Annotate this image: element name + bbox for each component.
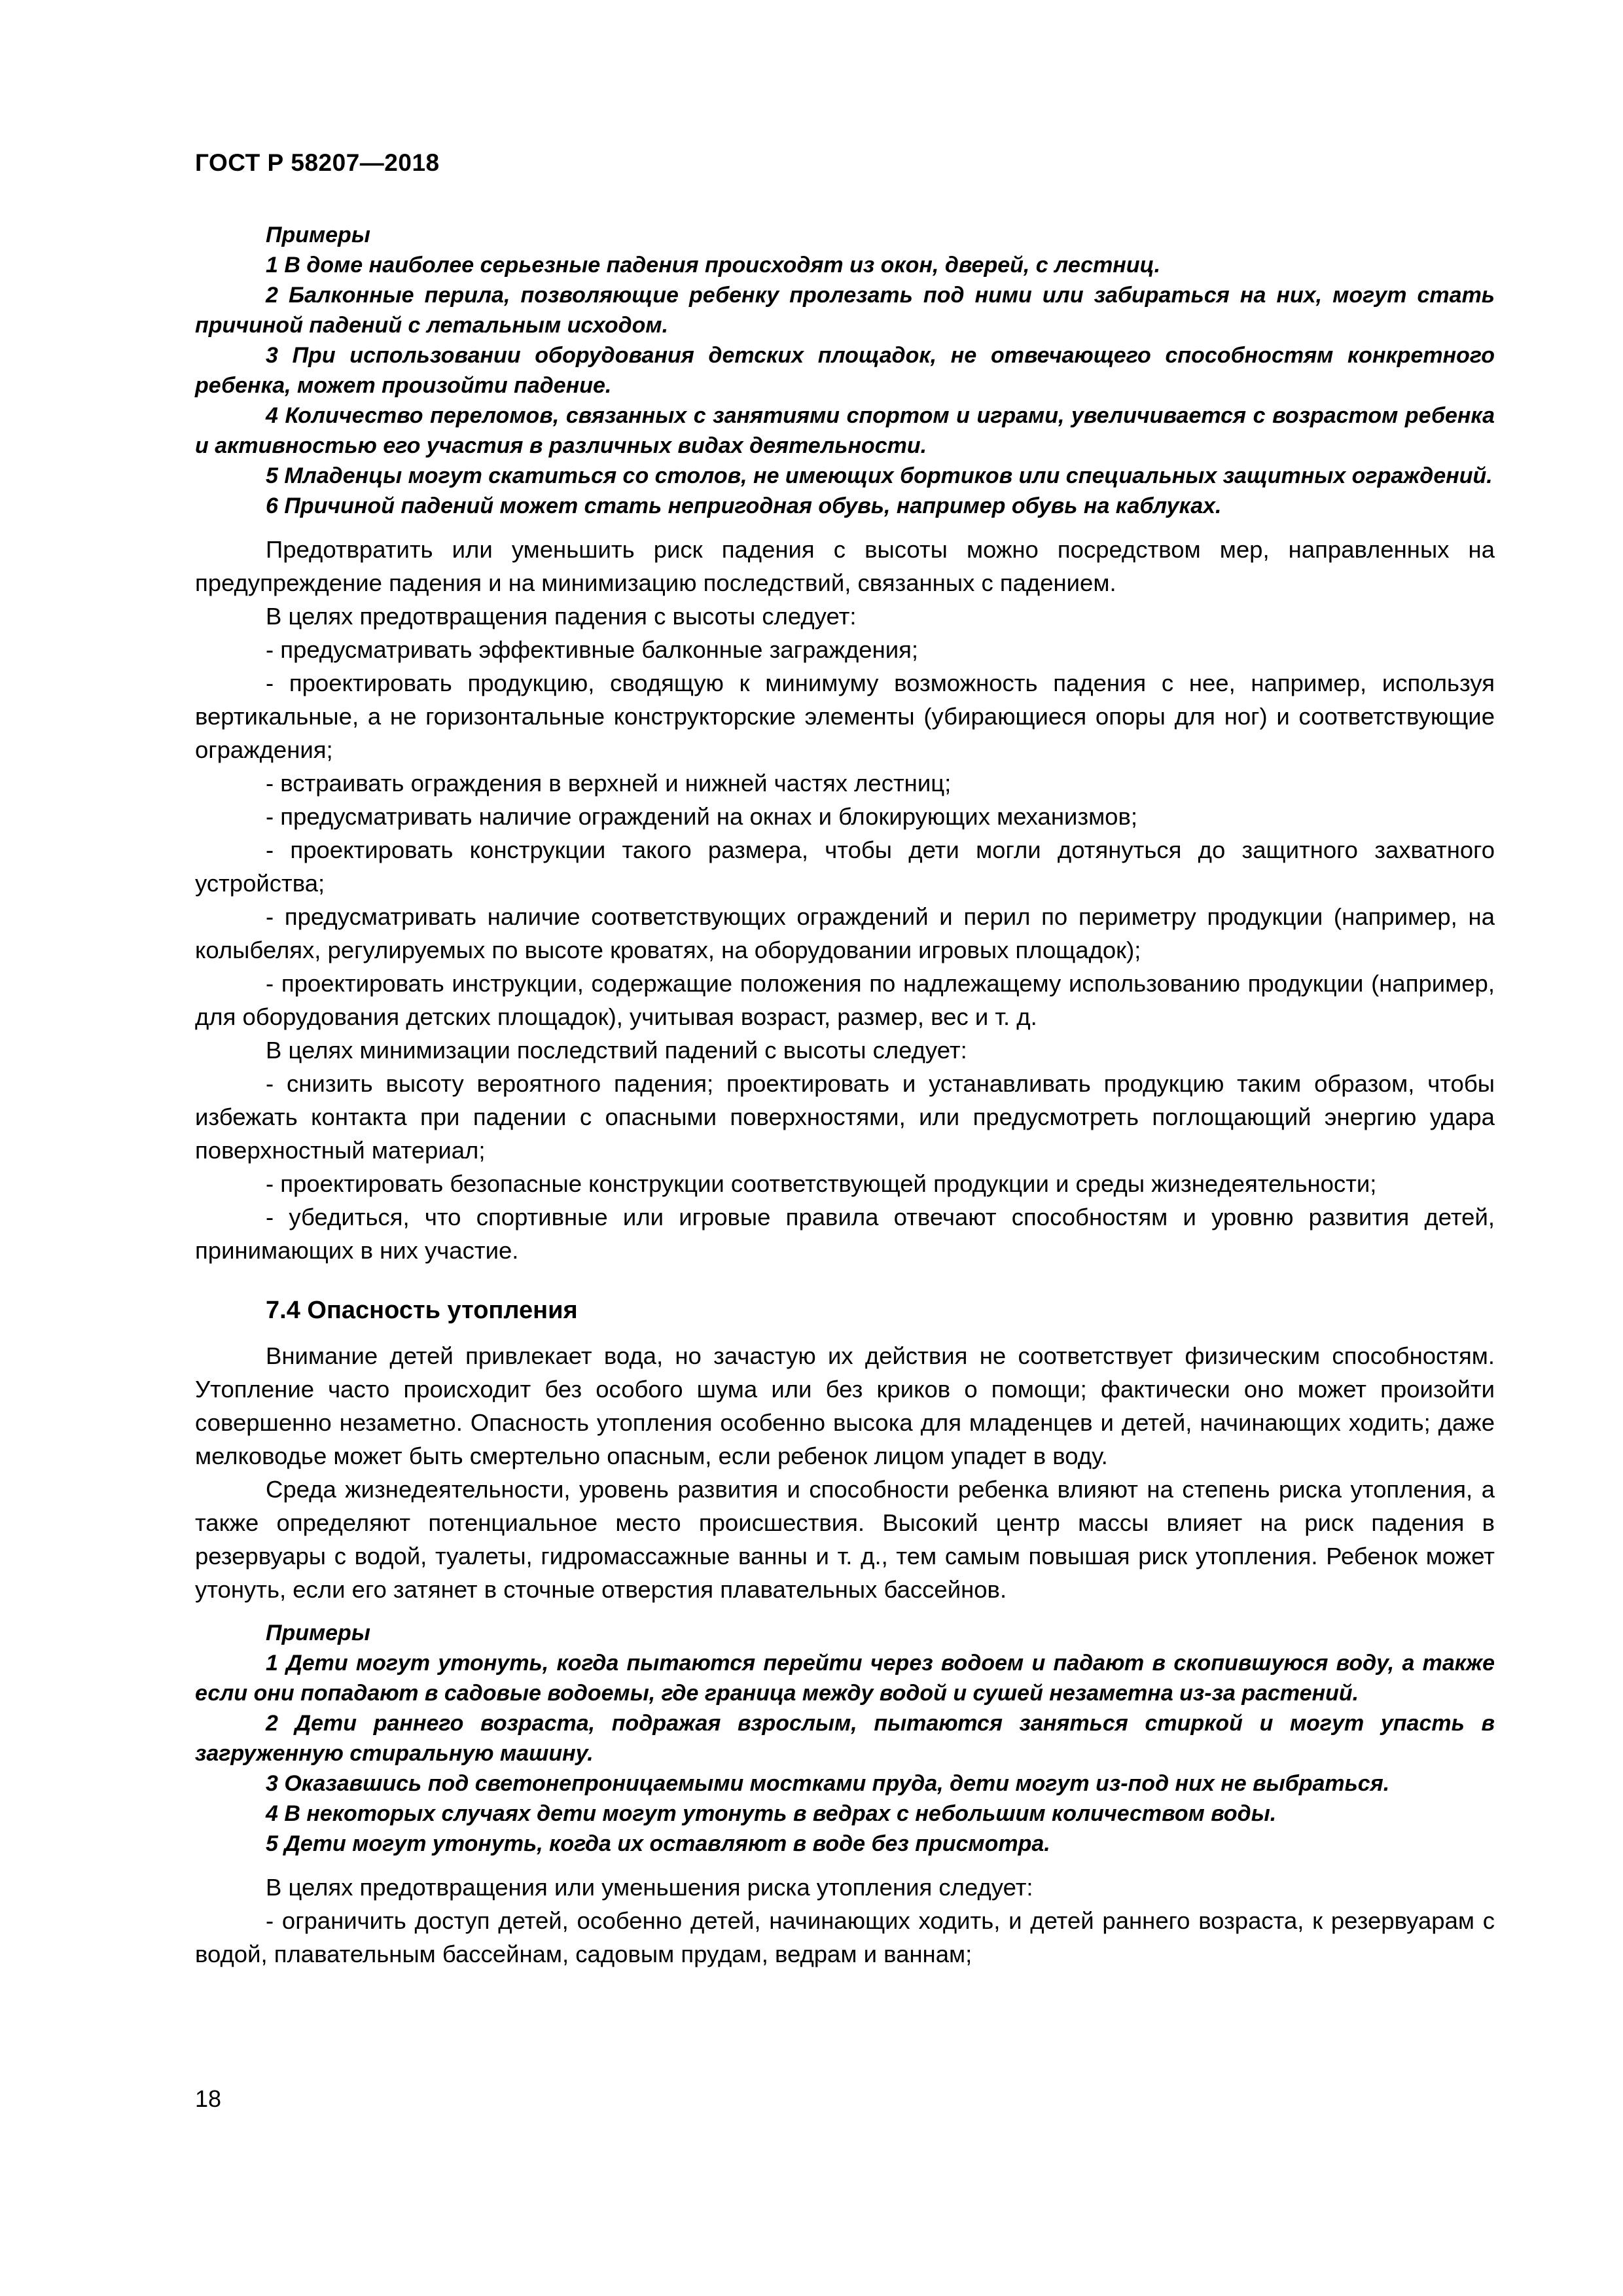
example-item: 3 При использовании оборудования детских площадок, не отвечающего способностям конкретного ребенка, может произойти падение. — [195, 343, 1495, 398]
example-item: 3 Оказавшись под светонепроницаемыми мостками пруда, дети могут из-под них не выбраться. — [266, 1771, 1390, 1796]
example-item: 1 Дети могут утонуть, когда пытаются перейти через водоем и падают в скопившуюся воду, а также если они попадают в садовые водоемы, где граница между водой и сушей незаметна из-за растений. — [195, 1651, 1495, 1706]
falls-text — [195, 533, 1495, 1267]
example-item: 5 Младенцы могут скатиться со столов, не имеющих бортиков или специальных защитных ограждений. — [266, 463, 1493, 488]
list-item: - встраивать ограждения в верхней и нижней частях лестниц; — [266, 770, 952, 797]
example-item: 1 В доме наиболее серьезные падения происходят из окон, дверей, с лестниц. — [266, 253, 1161, 278]
list-item: - предусматривать наличие ограждений на окнах и блокирующих механизмов; — [266, 803, 1138, 830]
list-item: - ограничить доступ детей, особенно детей, начинающих ходить, и детей раннего возраста, к резервуарам с водой, плавательным бассейнам, садовым прудам, ведрам и ваннам; — [195, 1907, 1495, 1967]
list-item: - убедиться, что спортивные или игровые правила отвечают способностям и уровню развития детей, принимающих в них участие. — [195, 1204, 1495, 1264]
list-item: - снизить высоту вероятного падения; проектировать и устанавливать продукцию таким образом, чтобы избежать контакта при падении с опасными поверхностями, или предусмотреть поглощающий энергию удара поверхностный материал; — [195, 1070, 1495, 1164]
examples-falls — [195, 220, 1495, 521]
paragraph: В целях предотвращения или уменьшения риска утопления следует: — [266, 1874, 1033, 1901]
examples-title: Примеры — [266, 1621, 370, 1645]
example-item: 2 Дети раннего возраста, подражая взрослым, пытаются заняться стиркой и могут упасть в загруженную стиральную машину. — [195, 1711, 1495, 1766]
drowning-intro — [195, 1339, 1495, 1606]
example-item: 4 В некоторых случаях дети могут утонуть в ведрах с небольшим количеством воды. — [266, 1801, 1277, 1826]
paragraph: Внимание детей привлекает вода, но зачастую их действия не соответствует физическим способностям. Утопление часто происходит без особого шума или без криков о помощи; фактически оно может произойти совершенно незаметно. Опасность утопления особенно высока для младенцев и детей, начинающих ходить; даже мелководье может быть смертельно опасным, если ребенок лицом упадет в воду. — [195, 1342, 1495, 1469]
list-item: - предусматривать эффективные балконные заграждения; — [266, 636, 919, 663]
examples-drowning — [195, 1618, 1495, 1859]
paragraph: Предотвратить или уменьшить риск падения с высоты можно посредством мер, направленных на предупреждение падения и на минимизацию последствий, связанных с падением. — [195, 536, 1495, 596]
list-item: - проектировать безопасные конструкции соответствующей продукции и среды жизнедеятельности; — [266, 1170, 1377, 1197]
drowning-measures — [195, 1871, 1495, 1971]
example-item: 5 Дети могут утонуть, когда их оставляют в воде без присмотра. — [266, 1831, 1050, 1856]
example-item: 4 Количество переломов, связанных с занятиями спортом и играми, увеличивается с возрастом ребенка и активностью его участия в различных видах деятельности. — [195, 403, 1495, 458]
examples-title: Примеры — [266, 223, 370, 247]
list-item: - предусматривать наличие соответствующих ограждений и перил по периметру продукции (например, на колыбелях, регулируемых по высоте кроватях, на оборудовании игровых площадок); — [195, 903, 1495, 963]
page-content — [195, 220, 1495, 1971]
list-item: - проектировать конструкции такого размера, чтобы дети могли дотянуться до защитного захватного устройства; — [195, 836, 1495, 897]
standard-header: ГОСТ Р 58207—2018 — [195, 149, 440, 176]
paragraph: В целях минимизации последствий падений с высоты следует: — [266, 1037, 967, 1064]
paragraph: Среда жизнедеятельности, уровень развития и способности ребенка влияют на степень риска утопления, а также определяют потенциальное место происшествия. Высокий центр массы влияет на риск падения в резервуары с водой, туалеты, гидромассажные ванны и т. д., тем самым повышая риск утопления. Ребенок может утонуть, если его затянет в сточные отверстия плавательных бассейнов. — [195, 1476, 1495, 1603]
page-number: 18 — [195, 2085, 222, 2112]
list-item: - проектировать продукцию, сводящую к минимуму возможность падения с нее, например, используя вертикальные, а не горизонтальные конструкторские элементы (убирающиеся опоры для ног) и соответствующие ограждения; — [195, 670, 1495, 763]
example-item: 6 Причиной падений может стать непригодная обувь, например обувь на каблуках. — [266, 493, 1222, 518]
list-item: - проектировать инструкции, содержащие положения по надлежащему использованию продукции (например, для оборудования детских площадок), учитывая возраст, размер, вес и т. д. — [195, 970, 1495, 1030]
example-item: 2 Балконные перила, позволяющие ребенку пролезать под ними или забираться на них, могут стать причиной падений с летальным исходом. — [195, 283, 1495, 338]
section-title: 7.4 Опасность утопления — [266, 1297, 578, 1324]
paragraph: В целях предотвращения падения с высоты следует: — [266, 603, 857, 630]
